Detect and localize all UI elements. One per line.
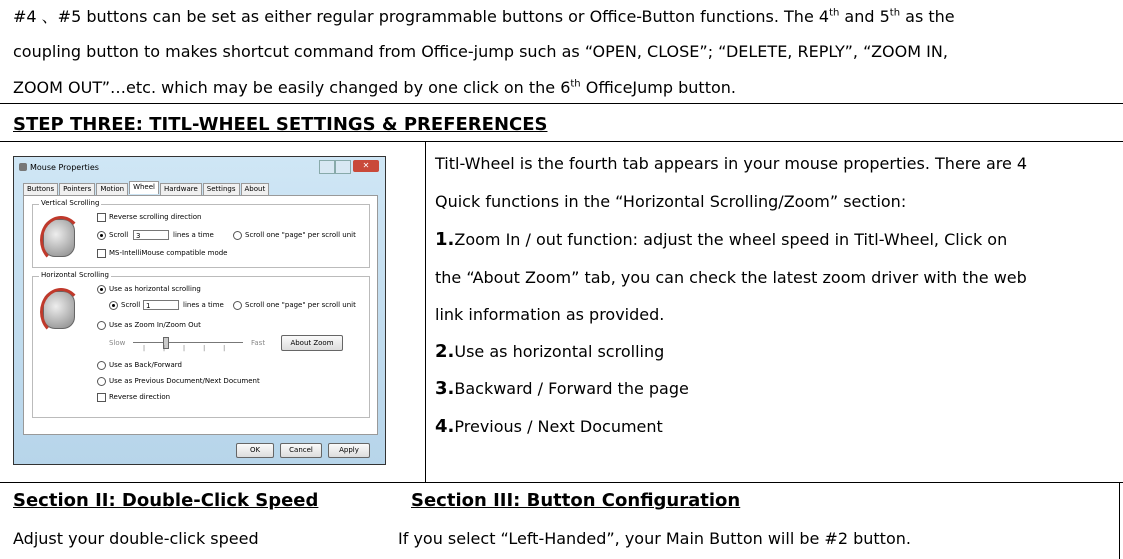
tab-motion: Motion	[96, 183, 128, 196]
vertical-lines-spin: 3	[133, 230, 169, 240]
step3-item-1-line-2: the “About Zoom” tab, you can check the latest zoom driver with the web	[435, 268, 1027, 287]
wheel-panel	[23, 195, 378, 435]
ok-button: OK	[236, 443, 274, 458]
section-two-heading: Section II: Double-Click Speed	[13, 490, 319, 511]
h-scroll-label: Scroll	[121, 301, 141, 309]
intellimouse-label: MS-IntelliMouse compatible mode	[109, 249, 228, 257]
close-icon: ✕	[353, 160, 379, 172]
vertical-scrolling-group	[32, 199, 370, 268]
prev-next-radio	[97, 377, 106, 386]
wheel-horizontal-icon	[43, 291, 75, 329]
divider-heading	[0, 141, 1123, 142]
step3-item-2: 2.Use as horizontal scrolling	[435, 341, 665, 362]
reverse-direction-label: Reverse direction	[109, 393, 171, 401]
mouse-properties-screenshot	[13, 156, 386, 465]
intellimouse-checkbox	[97, 249, 106, 258]
step3-item-1-line-1: 1.Zoom In / out function: adjust the wheel speed in Titl-Wheel, Click on	[435, 229, 1008, 250]
horizontal-lines-spin: 1	[143, 300, 179, 310]
maximize-icon	[319, 160, 335, 174]
h-scroll-page-label: Scroll one "page" per scroll unit	[245, 301, 356, 309]
prev-next-label: Use as Previous Document/Next Document	[109, 377, 260, 385]
scroll-radio	[97, 231, 106, 240]
tab-about: About	[241, 183, 270, 196]
tab-buttons: Buttons	[23, 183, 58, 196]
lines-a-time-label: lines a time	[173, 231, 214, 239]
zoom-label: Use as Zoom In/Zoom Out	[109, 321, 201, 329]
h-lines-a-time-label: lines a time	[183, 301, 224, 309]
horizontal-scroll-radio	[97, 285, 106, 294]
vertical-scrolling-label: Vertical Scrolling	[41, 199, 100, 207]
step3-item-4: 4.Previous / Next Document	[435, 416, 663, 437]
mouse-icon	[19, 163, 27, 171]
horizontal-scrolling-group	[32, 271, 370, 418]
back-forward-radio	[97, 361, 106, 370]
bottom-box-right-edge	[1119, 482, 1120, 559]
dialog-title: Mouse Properties	[30, 163, 99, 172]
section-three-heading: Section III: Button Configuration	[411, 490, 741, 511]
zoom-radio	[97, 321, 106, 330]
scroll-page-label: Scroll one "page" per scroll unit	[245, 231, 356, 239]
reverse-direction-checkbox	[97, 393, 106, 402]
h-scroll-radio	[109, 301, 118, 310]
section-two-text: Adjust your double-click speed	[13, 529, 259, 548]
slow-label: Slow	[109, 339, 126, 347]
wheel-vertical-icon	[43, 219, 75, 257]
column-divider	[425, 142, 426, 482]
horizontal-scrolling-label: Horizontal Scrolling	[41, 271, 109, 279]
tab-settings: Settings	[203, 183, 240, 196]
slider-ticks: |||||	[143, 345, 244, 352]
apply-button: Apply	[328, 443, 370, 458]
scroll-page-radio	[233, 231, 242, 240]
back-forward-label: Use as Back/Forward	[109, 361, 182, 369]
intro-line-3: ZOOM OUT”…etc. which may be easily changed by one click on the 6th OfficeJump button.	[13, 78, 736, 97]
intro-line-2: coupling button to makes shortcut command from Office-jump such as “OPEN, CLOSE”; “DELETE, REPLY”, “ZOOM IN,	[13, 42, 948, 61]
divider-bottom	[0, 482, 1123, 483]
step-three-heading: STEP THREE: TITL-WHEEL SETTINGS & PREFERENCES	[13, 114, 548, 135]
h-scroll-page-radio	[233, 301, 242, 310]
step3-item-1-line-3: link information as provided.	[435, 305, 665, 324]
minimize-icon	[335, 160, 351, 174]
scroll-label: Scroll	[109, 231, 129, 239]
fast-label: Fast	[251, 339, 266, 347]
step3-item-3: 3.Backward / Forward the page	[435, 378, 689, 399]
intro-line-1: #4 、#5 buttons can be set as either regular programmable buttons or Office-Button functions. The 4th and 5th as the	[13, 7, 955, 26]
cancel-button: Cancel	[280, 443, 322, 458]
tab-hardware: Hardware	[160, 183, 202, 196]
divider-top	[0, 103, 1123, 104]
step3-line-1: Titl-Wheel is the fourth tab appears in your mouse properties. There are 4	[435, 154, 1028, 173]
reverse-scroll-checkbox	[97, 213, 106, 222]
tab-pointers: Pointers	[59, 183, 95, 196]
reverse-scroll-label: Reverse scrolling direction	[109, 213, 202, 221]
zoom-speed-slider	[133, 342, 243, 343]
about-zoom-button: About Zoom	[281, 335, 343, 351]
horizontal-scroll-label: Use as horizontal scrolling	[109, 285, 201, 293]
step3-line-2: Quick functions in the “Horizontal Scrolling/Zoom” section:	[435, 192, 907, 211]
section-three-text: If you select “Left-Handed”, your Main Button will be #2 button.	[398, 529, 911, 548]
tab-wheel: Wheel	[129, 181, 159, 194]
